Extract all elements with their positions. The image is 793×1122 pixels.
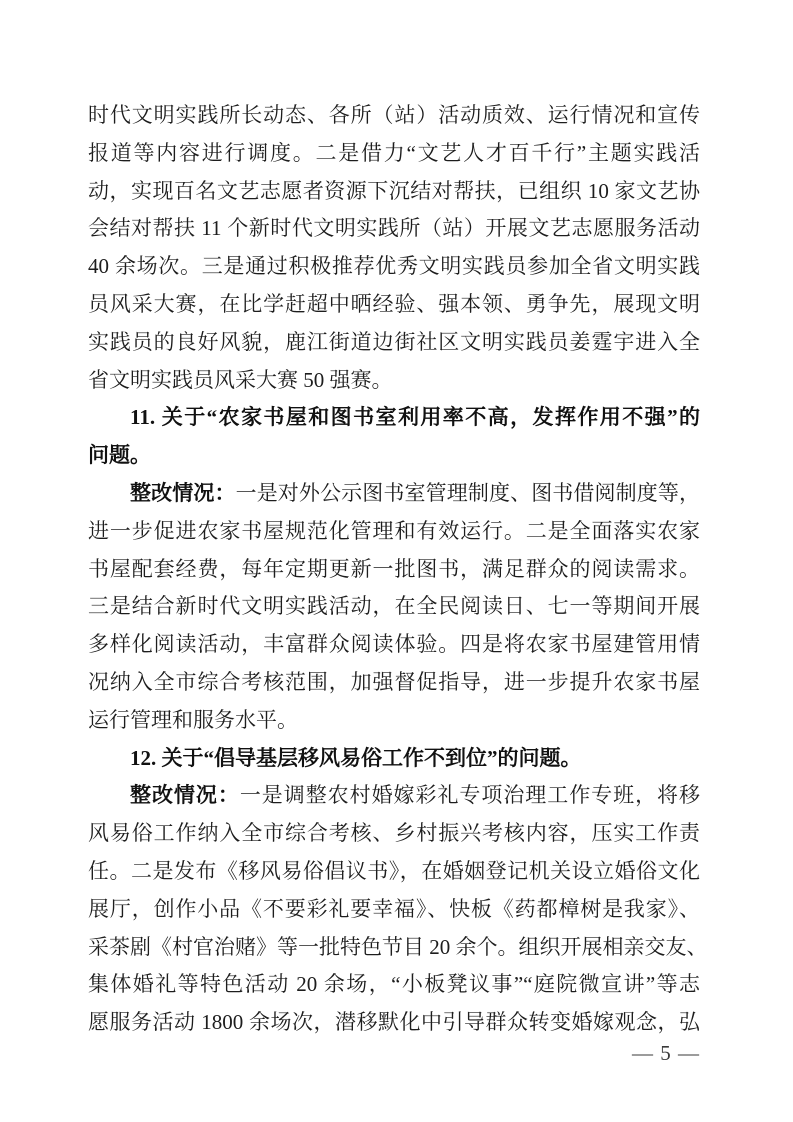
text-run: 风易俗工作纳入全市综合考核、乡村振兴考核内容，压实工作责 (88, 821, 700, 846)
text-run: 愿服务活动 1800 余场次，潜移默化中引导群众转变婚嫁观念，弘 (88, 1010, 700, 1035)
text-run: 多样化阅读活动，丰富群众阅读体验。四是将农家书屋建管用情 (88, 632, 700, 657)
text-line (88, 853, 700, 891)
text-run: 书屋配套经费，每年定期更新一批图书，满足群众的阅读需求。 (88, 556, 700, 581)
text-run: 任。二是发布《移风易俗倡议书》，在婚姻登记机关设立婚俗文化 (88, 858, 700, 883)
text-run: 员风采大赛，在比学赶超中晒经验、强本领、勇争先，展现文明 (88, 291, 700, 316)
text-line (88, 1004, 700, 1042)
text-line (88, 286, 700, 324)
text-run: 问题。 (88, 443, 151, 468)
text-run: 况纳入全市综合考核范围，加强督促指导，进一步提升农家书屋 (88, 669, 700, 694)
text-line (88, 891, 700, 929)
text-line (88, 399, 700, 437)
text-line (88, 777, 700, 815)
text-run: 整改情况： (130, 480, 236, 505)
text-line (88, 815, 700, 853)
text-run: 三是结合新时代文明实践活动，在全民阅读日、七一等期间开展 (88, 594, 700, 619)
text-line (88, 664, 700, 702)
text-run: 时代文明实践所长动态、各所（站）活动质效、运行情况和宣传 (88, 103, 700, 127)
text-run: 整改情况： (130, 783, 240, 808)
text-run: 采茶剧《村官治赌》等一批特色节目 20 余个。组织开展相亲交友、 (88, 934, 708, 959)
text-line (88, 97, 700, 135)
text-run: 进一步促进农家书屋规范化管理和有效运行。二是全面落实农家 (88, 518, 700, 543)
text-run: 11. 关于“农家书屋和图书室利用率不高，发挥作用不强”的 (130, 405, 700, 430)
text-run: 省文明实践员风采大赛 50 强赛。 (88, 367, 393, 392)
text-run: 运行管理和服务水平。 (88, 707, 298, 732)
text-line (88, 475, 700, 513)
text-line (88, 588, 700, 626)
text-line (88, 248, 700, 286)
text-line (88, 740, 700, 778)
text-run: 一是调整农村婚嫁彩礼专项治理工作专班，将移 (239, 783, 701, 808)
text-line (88, 173, 700, 211)
text-run: 会结对帮扶 11 个新时代文明实践所（站）开展文艺志愿服务活动 (88, 216, 700, 241)
text-line (88, 551, 700, 589)
page-number: — 5 — (632, 1041, 700, 1065)
text-run: 12. 关于“倡导基层移风易俗工作不到位”的问题。 (130, 745, 582, 770)
text-line (88, 966, 700, 1004)
text-line (88, 929, 708, 967)
text-line (88, 210, 700, 248)
text-run: 40 余场次。三是通过积极推荐优秀文明实践员参加全省文明实践 (88, 254, 700, 279)
text-run: 实践员的良好风貌，鹿江街道边街社区文明实践员姜霆宇进入全 (88, 329, 700, 354)
text-run: 一是对外公示图书室管理制度、图书借阅制度等， (235, 480, 700, 505)
text-run: 报道等内容进行调度。二是借力“文艺人才百千行”主题实践活 (88, 140, 700, 165)
text-run: 动，实现百名文艺志愿者资源下沉结对帮扶，已组织 10 家文艺协 (88, 178, 700, 203)
text-line (88, 437, 700, 475)
text-line (88, 324, 700, 362)
text-line (88, 626, 700, 664)
text-run: 展厅，创作小品《不要彩礼要幸福》、快板《药都樟树是我家》、 (88, 896, 700, 921)
text-run: 集体婚礼等特色活动 20 余场，“小板凳议事”“庭院微宣讲”等志 (88, 972, 700, 997)
text-line (88, 362, 700, 400)
text-line (88, 135, 700, 173)
text-line (88, 513, 700, 551)
document-body (88, 97, 708, 1042)
text-line (88, 702, 700, 740)
